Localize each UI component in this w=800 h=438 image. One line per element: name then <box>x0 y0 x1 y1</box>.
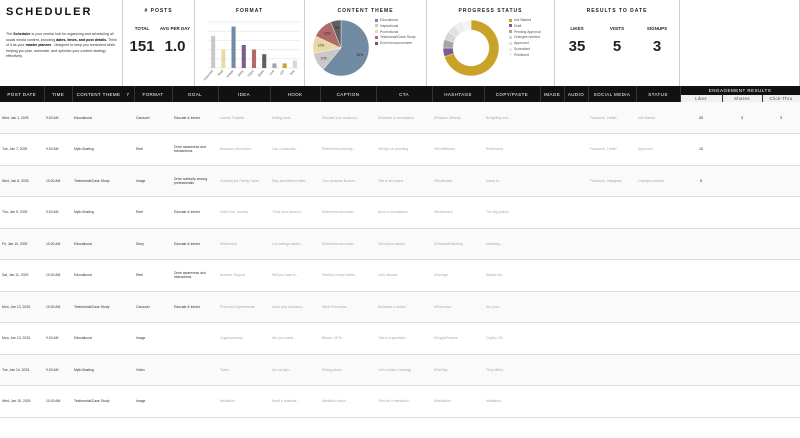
table-cell[interactable] <box>680 197 722 229</box>
table-cell[interactable]: Investing... <box>484 228 540 260</box>
table-cell[interactable]: Wed, Jan 15, 2025 <box>0 386 44 418</box>
slice-label: 12% <box>324 31 331 36</box>
legend-swatch <box>509 42 512 45</box>
legend-label: Event Announcement <box>380 41 413 46</box>
table-cell[interactable]: Reel <box>134 197 172 229</box>
table-cell[interactable]: Get expert advice <box>376 228 432 260</box>
table-cell[interactable] <box>588 354 636 386</box>
table-cell[interactable]: Retirement <box>218 228 270 260</box>
table-cell[interactable] <box>762 386 800 418</box>
bar-image <box>232 27 236 68</box>
likes-label: LIKES <box>570 26 584 31</box>
table-cell[interactable]: 10:00 AM <box>44 165 72 197</box>
table-cell[interactable]: Carousel <box>134 102 172 134</box>
table-cell[interactable]: #RealEstate <box>432 165 484 197</box>
table-cell[interactable]: Retirement planning... <box>320 134 376 166</box>
table-cell[interactable] <box>588 386 636 418</box>
table-cell[interactable]: Mediation... <box>484 386 540 418</box>
legend-swatch <box>375 24 378 27</box>
table-cell[interactable]: Myth-Busting <box>72 354 134 386</box>
table-cell[interactable] <box>762 165 800 197</box>
table-cell[interactable] <box>540 386 564 418</box>
x-tick-label: Image <box>225 69 235 79</box>
column-header[interactable]: HOOK <box>270 86 320 102</box>
table-cell[interactable]: Story <box>134 228 172 260</box>
table-cell[interactable] <box>540 102 564 134</box>
table-cell[interactable]: Budgeting and... <box>484 102 540 134</box>
visits-value: 5 <box>612 38 622 55</box>
table-cell[interactable]: #SmartMoney <box>432 134 484 166</box>
posts-title: # POSTS <box>144 8 173 14</box>
table-cell[interactable]: Invest in... <box>484 165 540 197</box>
empty-panel <box>680 0 800 86</box>
bar-text <box>293 61 297 68</box>
table-cell[interactable] <box>588 228 636 260</box>
table-cell[interactable]: Mediation <box>218 386 270 418</box>
table-cell[interactable] <box>762 134 800 166</box>
table-cell[interactable] <box>588 291 636 323</box>
table-cell[interactable]: Are tax tips... <box>270 354 320 386</box>
table-cell[interactable]: Taxes <box>218 354 270 386</box>
table-cell[interactable]: Let's discuss <box>376 260 432 292</box>
table-cell[interactable]: 9:00 AM <box>44 197 72 229</box>
schedule-table <box>0 86 800 418</box>
table-cell[interactable] <box>680 228 722 260</box>
table-row[interactable] <box>0 260 800 292</box>
table-cell[interactable] <box>172 323 218 355</box>
legend-label: Approved <box>514 41 529 46</box>
x-tick-label: GIF <box>278 69 286 76</box>
table-cell[interactable] <box>636 354 680 386</box>
legend-item <box>509 53 541 59</box>
column-header[interactable]: SOCIAL MEDIA <box>588 86 636 102</box>
column-header[interactable]: CAPTION <box>320 86 376 102</box>
legend-swatch <box>509 24 512 27</box>
table-cell[interactable]: Testimonial/Case Study <box>72 291 134 323</box>
x-tick-label: Carousel <box>202 69 214 82</box>
table-cell[interactable]: Educational <box>72 228 134 260</box>
format-title: FORMAT <box>235 8 263 14</box>
table-cell[interactable]: Image <box>134 323 172 355</box>
table-cell[interactable]: Myth-Busting <box>72 197 134 229</box>
column-header[interactable]: IDEA <box>218 86 270 102</box>
table-cell[interactable]: Educate & Inform <box>172 102 218 134</box>
table-cell[interactable]: Business Generation <box>218 134 270 166</box>
column-header[interactable]: HASHTAGS <box>432 86 484 102</box>
table-cell[interactable] <box>564 197 588 229</box>
table-cell[interactable] <box>564 102 588 134</box>
table-row[interactable] <box>0 102 800 134</box>
legend-swatch <box>375 36 378 39</box>
table-cell[interactable]: Wed, Jan 1, 2025 <box>0 102 44 134</box>
table-cell[interactable]: Cryptocurrency <box>218 323 270 355</box>
table-cell[interactable] <box>722 134 762 166</box>
table-cell[interactable]: Retirement accounts... <box>320 228 376 260</box>
table-cell[interactable]: 5 <box>680 165 722 197</box>
table-cell[interactable] <box>564 260 588 292</box>
table-cell[interactable]: Testimonial/Case Study <box>72 386 134 418</box>
legend-label: Promotional <box>380 29 399 34</box>
legend-swatch <box>509 36 512 39</box>
table-cell[interactable]: Image <box>134 165 172 197</box>
table-cell[interactable] <box>172 354 218 386</box>
table-cell[interactable]: Are you ready... <box>270 323 320 355</box>
table-cell[interactable]: 9:00 AM <box>44 354 72 386</box>
signups-label: SIGNUPS <box>646 26 668 31</box>
table-cell[interactable]: Sat, Jan 11, 2025 <box>0 260 44 292</box>
results-panel <box>555 0 680 86</box>
theme-pie-chart <box>311 18 371 78</box>
table-cell[interactable] <box>722 260 762 292</box>
column-header[interactable]: POST DATE <box>0 86 44 102</box>
legend-label: Testimonial/Case Study <box>380 35 416 40</box>
x-tick-label: Static <box>256 69 265 78</box>
page-title: SCHEDULER <box>6 6 93 18</box>
table-cell[interactable] <box>540 323 564 355</box>
format-bar-chart <box>196 16 304 86</box>
table-row[interactable] <box>0 323 800 355</box>
table-cell[interactable] <box>564 165 588 197</box>
table-cell[interactable]: Healthy money habits... <box>320 260 376 292</box>
engagement-subheader: Click-Thru <box>762 95 800 102</box>
column-header[interactable]: TIME <box>44 86 72 102</box>
table-cell[interactable] <box>588 260 636 292</box>
bar-carousel <box>211 36 215 68</box>
table-cell[interactable]: Facebook, Twitter <box>588 102 636 134</box>
column-header[interactable]: STATUS <box>636 86 680 102</box>
table-cell[interactable]: Approved <box>636 134 680 166</box>
table-cell[interactable]: They affect... <box>484 354 540 386</box>
table-cell[interactable]: Need a financial... <box>270 386 320 418</box>
table-cell[interactable]: Will you have to... <box>270 260 320 292</box>
table-cell[interactable]: Reel <box>134 260 172 292</box>
table-cell[interactable] <box>722 165 762 197</box>
table-row[interactable] <box>0 354 800 386</box>
table-row[interactable] <box>0 197 800 229</box>
table-cell[interactable]: 3 <box>762 102 800 134</box>
table-cell[interactable] <box>564 228 588 260</box>
table-cell[interactable]: Fri, Jan 10, 2025 <box>0 228 44 260</box>
legend-label: Changes needed <box>514 35 540 40</box>
table-cell[interactable]: #Promotion <box>432 291 484 323</box>
table-cell[interactable] <box>636 323 680 355</box>
table-cell[interactable]: Educational <box>72 102 134 134</box>
progress-title: PROGRESS STATUS <box>458 8 523 14</box>
content-count: 7 <box>126 91 130 97</box>
table-cell[interactable]: Schedule a review <box>376 291 432 323</box>
engagement-subheader: Likes <box>680 95 722 102</box>
table-cell[interactable]: 9:00 AM <box>44 323 72 355</box>
table-cell[interactable]: 10:00 AM <box>44 386 72 418</box>
column-header[interactable]: IMAGE <box>540 86 564 102</box>
progress-legend <box>509 18 541 59</box>
likes-value: 35 <box>568 38 586 55</box>
table-cell[interactable]: Why are interest rates... <box>270 165 320 197</box>
table-cell[interactable]: 3 <box>722 102 762 134</box>
legend-swatch <box>509 53 512 56</box>
bar-static <box>262 54 266 68</box>
column-header[interactable]: FORMAT <box>134 86 172 102</box>
table-cell[interactable]: Educate & Inform <box>172 291 218 323</box>
engagement-subheader: Shares <box>722 95 762 102</box>
legend-swatch <box>509 19 512 22</box>
table-cell[interactable]: Reel <box>134 134 172 166</box>
table-cell[interactable] <box>540 260 564 292</box>
table-cell[interactable] <box>540 165 564 197</box>
content-theme-header: CONTENT THEME <box>76 91 121 97</box>
table-cell[interactable] <box>680 354 722 386</box>
x-tick-label: Reel <box>216 69 225 77</box>
theme-panel <box>305 0 427 86</box>
table-cell[interactable]: Educational <box>72 260 134 292</box>
table-cell[interactable]: #FinancialPlanning <box>432 228 484 260</box>
table-cell[interactable] <box>540 354 564 386</box>
legend-label: Inspirational <box>380 23 399 28</box>
table-cell[interactable]: 20 <box>680 102 722 134</box>
table-cell[interactable]: Drive awareness and interactions <box>172 260 218 292</box>
table-cell[interactable] <box>564 134 588 166</box>
legend-swatch <box>375 30 378 33</box>
progress-donut-chart <box>441 18 501 78</box>
results-title: RESULTS TO DATE <box>586 8 648 14</box>
bar-gif <box>283 63 287 68</box>
table-cell[interactable]: 10:00 AM <box>44 228 72 260</box>
avg-value: 1.0 <box>164 38 186 55</box>
table-cell[interactable] <box>722 386 762 418</box>
dashboard-header <box>0 0 800 86</box>
slice-label: 11% <box>320 56 327 61</box>
table-cell[interactable]: Schedule a consultation <box>376 102 432 134</box>
table-cell[interactable]: Talk to an expert <box>376 165 432 197</box>
bar-video <box>252 50 256 68</box>
column-header[interactable]: CTA <box>376 86 432 102</box>
legend-label: Not Started <box>514 18 532 22</box>
total-value: 151 <box>129 38 155 55</box>
table-cell[interactable]: Educate & Inform <box>172 197 218 229</box>
table-cell[interactable]: Mon, Jan 13, 2025 <box>0 323 44 355</box>
intro-panel <box>0 0 123 86</box>
legend-label: Educational <box>380 18 398 22</box>
table-cell[interactable] <box>540 228 564 260</box>
table-cell[interactable]: Your personal finance... <box>320 165 376 197</box>
table-cell[interactable] <box>564 386 588 418</box>
format-panel <box>195 0 305 86</box>
visits-label: VISITS <box>609 26 625 31</box>
table-cell[interactable] <box>762 197 800 229</box>
table-cell[interactable] <box>722 291 762 323</box>
bar-reel <box>221 50 225 68</box>
table-cell[interactable]: Talk to a specialist <box>376 323 432 355</box>
table-cell[interactable]: Thu, Jan 9, 2025 <box>0 197 44 229</box>
table-cell[interactable]: Promotion Agreements <box>218 291 270 323</box>
table-cell[interactable]: Growing the Family Home <box>218 165 270 197</box>
legend-label: Scheduled <box>514 46 531 51</box>
total-label: TOTAL <box>134 26 150 31</box>
bar-story <box>242 45 246 68</box>
bar-live <box>272 63 276 68</box>
slice-label: 61% <box>356 52 364 57</box>
table-cell[interactable]: 9:00 AM <box>44 102 72 134</box>
table-row[interactable] <box>0 228 800 260</box>
table-cell[interactable] <box>722 354 762 386</box>
table-cell[interactable]: Bitcoin, NFTs... <box>320 323 376 355</box>
table-cell[interactable] <box>588 323 636 355</box>
signups-value: 3 <box>652 38 662 55</box>
table-cell[interactable] <box>636 386 680 418</box>
legend-swatch <box>509 30 512 33</box>
table-cell[interactable]: Can a business... <box>270 134 320 166</box>
table-cell[interactable]: #CryptoFinance <box>432 323 484 355</box>
table-cell[interactable] <box>722 197 762 229</box>
table-cell[interactable]: Retirement accounts... <box>320 197 376 229</box>
table-cell[interactable]: Tue, Jan 14, 2025 <box>0 354 44 386</box>
legend-label: Pending Approval <box>514 29 541 34</box>
theme-title: CONTENT THEME <box>337 8 394 14</box>
slice-label: 10% <box>317 43 325 48</box>
table-cell[interactable]: Tue, Jan 7, 2025 <box>0 134 44 166</box>
table-cell[interactable] <box>762 291 800 323</box>
table-cell[interactable]: The big picture... <box>484 197 540 229</box>
table-cell[interactable]: #Retirement <box>432 197 484 229</box>
column-header[interactable]: AUDIO <box>564 86 588 102</box>
table-cell[interactable] <box>172 386 218 418</box>
table-cell[interactable]: #Savings <box>432 260 484 292</box>
table-cell[interactable]: Not Started <box>636 102 680 134</box>
table-cell[interactable]: Facebook, Instagram <box>588 165 636 197</box>
table-cell[interactable]: #Mediation <box>432 386 484 418</box>
table-cell[interactable]: What's the... <box>484 260 540 292</box>
table-row[interactable] <box>0 386 800 418</box>
x-tick-label: Video <box>246 69 255 78</box>
table-cell[interactable] <box>722 228 762 260</box>
table-cell[interactable]: Drive authority among professionals <box>172 165 218 197</box>
x-tick-label: Live <box>268 69 276 77</box>
table-cell[interactable]: Book a consultation <box>376 197 432 229</box>
table-cell[interactable] <box>564 291 588 323</box>
table-cell[interactable]: 10:00 AM <box>44 260 72 292</box>
table-cell[interactable] <box>540 134 564 166</box>
table-cell[interactable]: Get tips on planning <box>376 134 432 166</box>
table-cell[interactable]: Launch Polyette <box>218 102 270 134</box>
table-cell[interactable] <box>636 260 680 292</box>
table-cell[interactable] <box>680 291 722 323</box>
table-cell[interactable]: 9:00 AM <box>44 134 72 166</box>
table-cell[interactable] <box>588 197 636 229</box>
table-cell[interactable]: Rising prices... <box>320 354 376 386</box>
column-header[interactable]: COPY/PASTE <box>484 86 540 102</box>
table-cell[interactable] <box>762 354 800 386</box>
table-cell[interactable]: Mon, Jan 13, 2025 <box>0 291 44 323</box>
table-cell[interactable]: Find out if mediation... <box>376 386 432 418</box>
table-cell[interactable] <box>540 197 564 229</box>
table-cell[interactable]: Changes needed <box>636 165 680 197</box>
table-row[interactable] <box>0 291 800 323</box>
table-cell[interactable]: Educate & Inform <box>172 228 218 260</box>
table-cell[interactable]: Think your pension... <box>270 197 320 229</box>
table-cell[interactable]: Image <box>134 386 172 418</box>
legend-swatch <box>375 42 378 45</box>
table-cell[interactable]: Selling tools... <box>270 102 320 134</box>
scheduler-grid <box>0 86 800 438</box>
table-cell[interactable]: Mediation helps... <box>320 386 376 418</box>
table-cell[interactable]: Account Support <box>218 260 270 292</box>
progress-panel <box>427 0 555 86</box>
table-cell[interactable] <box>564 354 588 386</box>
table-cell[interactable]: Cut savings habits... <box>270 228 320 260</box>
table-cell[interactable] <box>762 260 800 292</box>
legend-swatch <box>375 19 378 22</box>
table-cell[interactable] <box>762 228 800 260</box>
table-cell[interactable]: Let's create a strategy <box>376 354 432 386</box>
table-cell[interactable]: Carousel <box>134 291 172 323</box>
table-cell[interactable]: #Finance #Money <box>432 102 484 134</box>
table-cell[interactable] <box>540 291 564 323</box>
table-cell[interactable]: Video <box>134 354 172 386</box>
intro-text: The Scheduler is your central hub for organizing and scheduling all social media content, including dates, times, and post details. Think of it as your master planner - designed to keep you consistent while helping you plan, automate, and optimize your content strategy effectively. <box>6 32 117 59</box>
column-header[interactable] <box>72 86 134 102</box>
table-cell[interactable]: Debt-Free Journey <box>218 197 270 229</box>
table-cell[interactable]: 10 <box>680 134 722 166</box>
table-cell[interactable]: What Promotion... <box>320 291 376 323</box>
table-cell[interactable]: Facebook, Twitter <box>588 134 636 166</box>
legend-swatch <box>509 48 512 51</box>
table-cell[interactable]: Myth-Busting <box>72 134 134 166</box>
table-cell[interactable]: Educate your audience... <box>320 102 376 134</box>
slice-label: 6% <box>334 26 340 31</box>
table-cell[interactable]: #TaxTips <box>432 354 484 386</box>
avg-label: AVG PER DAY <box>159 26 191 31</box>
table-cell[interactable] <box>722 323 762 355</box>
legend-label: Published <box>514 52 529 57</box>
posts-panel <box>123 0 195 86</box>
table-cell[interactable] <box>636 291 680 323</box>
theme-legend <box>375 18 415 47</box>
legend-label: Draft <box>514 23 522 28</box>
table-cell[interactable]: 10:00 AM <box>44 291 72 323</box>
table-cell[interactable] <box>636 197 680 229</box>
x-tick-label: Text <box>288 69 296 77</box>
table-cell[interactable]: Are your... <box>484 291 540 323</box>
table-cell[interactable]: Does your business... <box>270 291 320 323</box>
legend-item <box>375 41 415 47</box>
engagement-header: ENGAGEMENT RESULTS <box>680 86 800 95</box>
table-cell[interactable]: Wed, Jan 8, 2025 <box>0 165 44 197</box>
table-cell[interactable]: Drive awareness and transactions <box>172 134 218 166</box>
table-cell[interactable]: Testimonial/Case Study <box>72 165 134 197</box>
table-cell[interactable] <box>680 386 722 418</box>
table-cell[interactable]: Retirement... <box>484 134 540 166</box>
table-row[interactable] <box>0 165 800 197</box>
table-cell[interactable] <box>680 323 722 355</box>
table-cell[interactable] <box>564 323 588 355</box>
table-cell[interactable]: Crypto 101... <box>484 323 540 355</box>
table-cell[interactable] <box>636 228 680 260</box>
table-cell[interactable] <box>762 323 800 355</box>
x-tick-label: Story <box>236 69 245 78</box>
table-cell[interactable] <box>680 260 722 292</box>
column-header[interactable]: GOAL <box>172 86 218 102</box>
table-cell[interactable]: Educational <box>72 323 134 355</box>
table-row[interactable] <box>0 134 800 166</box>
